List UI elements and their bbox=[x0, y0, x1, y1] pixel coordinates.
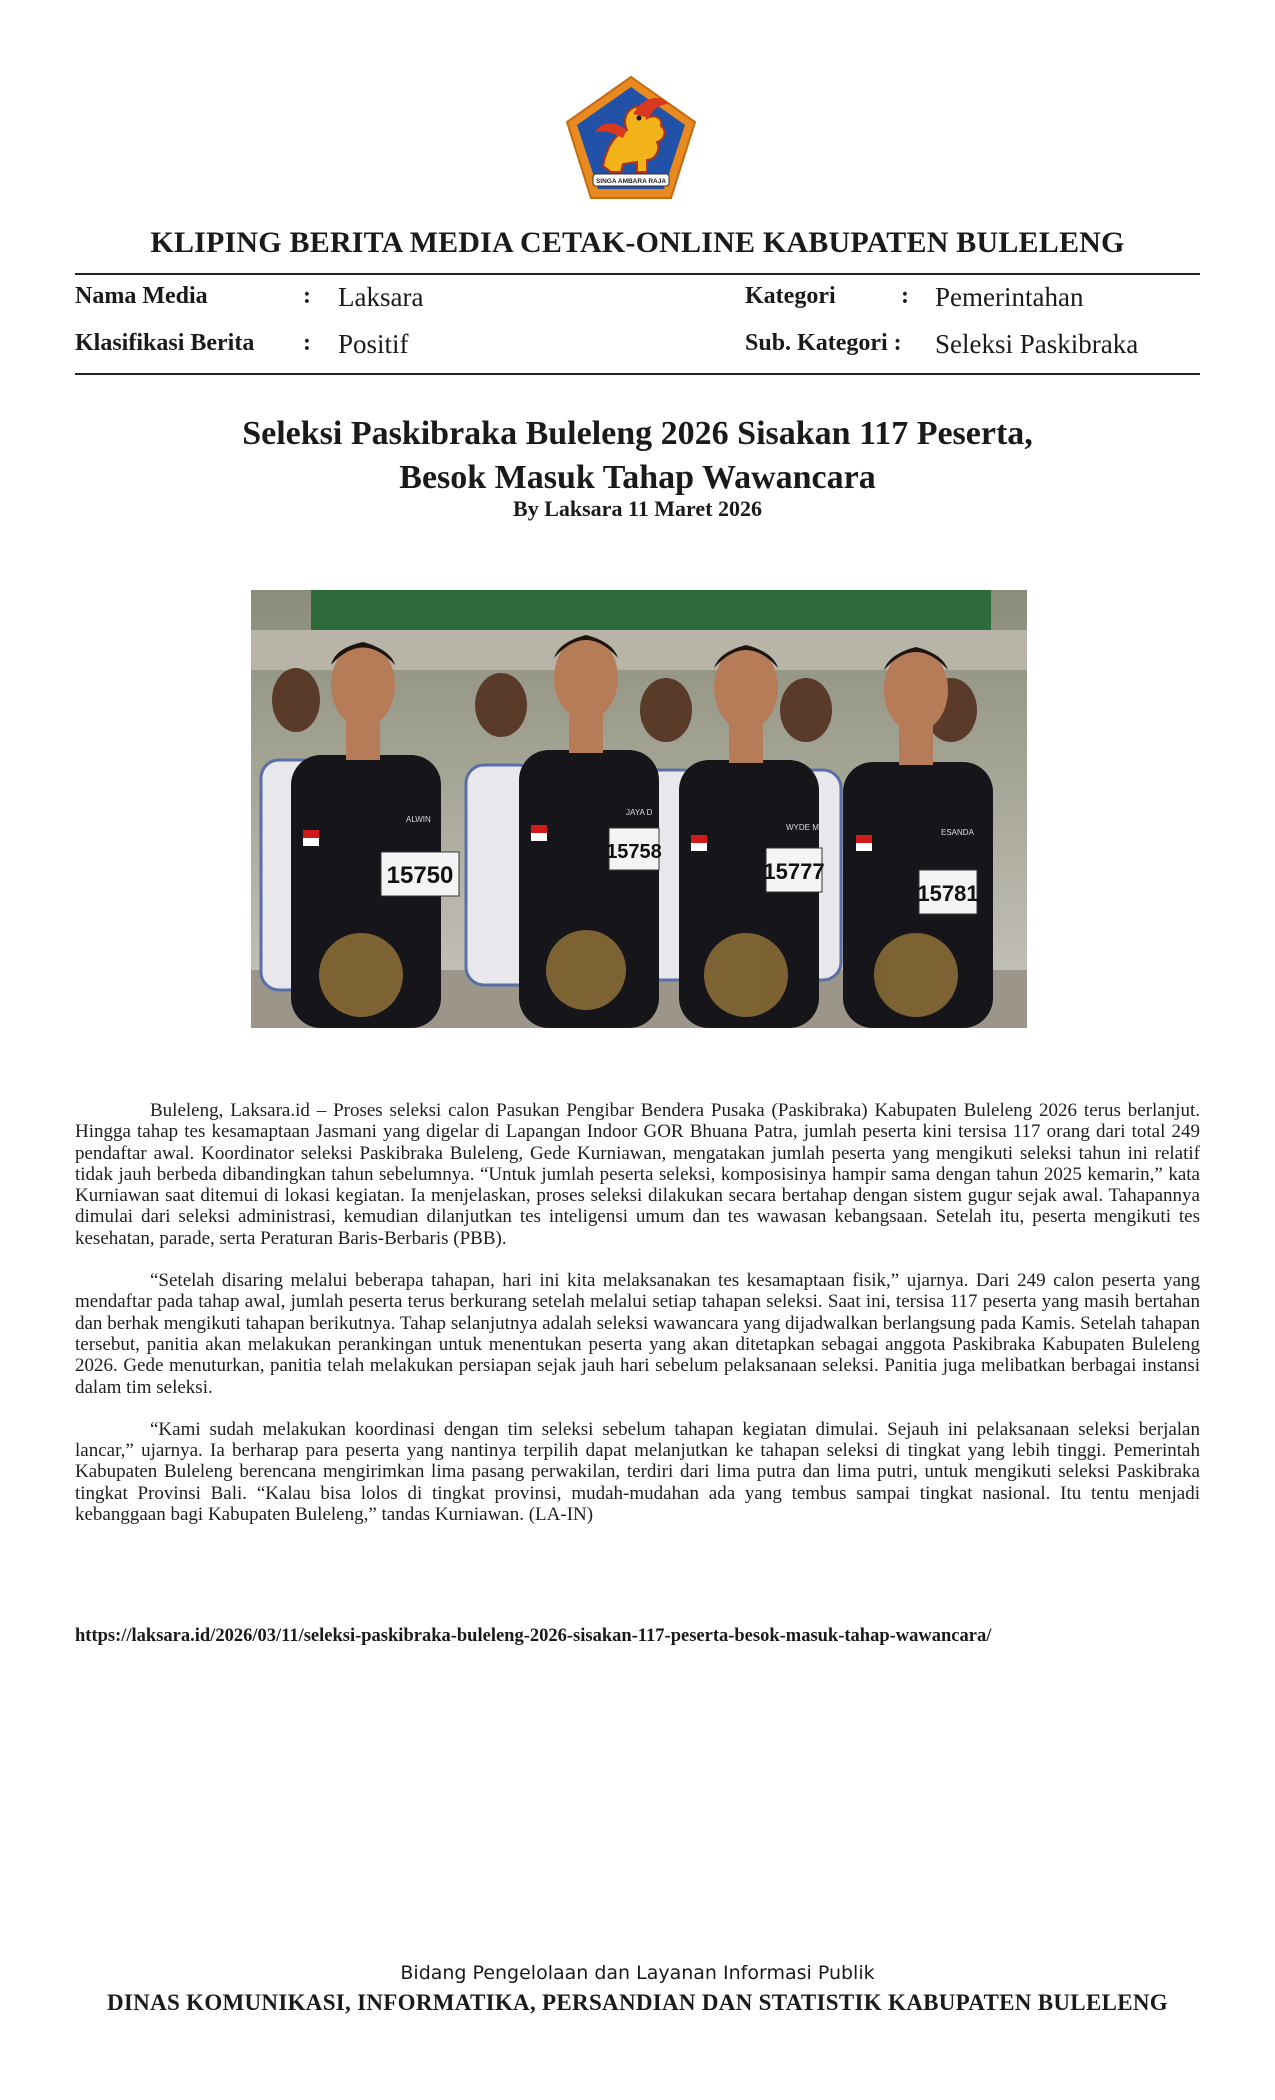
source-link[interactable]: https://laksara.id/2026/03/11/seleksi-paskibraka-buleleng-2026-sisakan-117-peserta-besok-masuk-tahap-wawancara/ bbox=[75, 1626, 992, 1646]
article-photo bbox=[251, 590, 1027, 1028]
bib-number: 15750 bbox=[386, 862, 454, 889]
headline-line-1: Seleksi Paskibraka Buleleng 2026 Sisakan 117 Peserta, bbox=[242, 415, 1033, 452]
media-colon: : bbox=[303, 283, 311, 309]
name-tag: JAYA D bbox=[626, 808, 653, 817]
media-label: Nama Media bbox=[75, 283, 208, 309]
classification-colon: : bbox=[303, 330, 311, 356]
title-divider bbox=[75, 273, 1200, 275]
buleleng-crest-icon bbox=[563, 74, 699, 202]
name-tag: ALWIN bbox=[406, 815, 431, 824]
article-paragraph: “Kami sudah melakukan koordinasi dengan tim seleksi sebelum tahapan kegiatan dimulai. Sejauh ini pelaksanaan seleksi berjalan lancar,” ujarnya. Ia berharap para peserta yang nantinya terpilih dapat melanjutkan ke tahapan seleksi di tingkat yang lebih tinggi. Pemerintah Kabupaten Buleleng berencana mengirimkan lima pasang perwakilan, terdiri dari lima putra dan lima putri, untuk mengikuti seleksi Paskibraka tingkat Provinsi Bali. “Kalau bisa lolos di tingkat provinsi, mudah-mudahan ada yang tembus sampai tingkat nasional. Itu tentu menjadi kebanggaan bagi Kabupaten Buleleng,” tandas Kurniawan. (LA-IN) bbox=[75, 1418, 1200, 1526]
document-title: KLIPING BERITA MEDIA CETAK-ONLINE KABUPATEN BULELENG bbox=[150, 226, 1125, 259]
photo-illustration bbox=[251, 590, 1027, 1028]
crest-graphic bbox=[563, 74, 699, 202]
article-byline: By Laksara 11 Maret 2026 bbox=[513, 496, 762, 521]
category-colon: : bbox=[901, 283, 909, 309]
bib-number: 15777 bbox=[763, 859, 825, 884]
bib-number: 15781 bbox=[917, 881, 979, 906]
category-label: Kategori bbox=[745, 283, 836, 309]
article-body bbox=[75, 1100, 1200, 1546]
name-tag: ESANDA bbox=[941, 828, 974, 837]
crest-motto: SINGA AMBARA RAJA bbox=[595, 178, 667, 185]
article-paragraph: “Setelah disaring melalui beberapa tahapan, hari ini kita melaksanakan tes kesamaptaan fisik,” ujarnya. Dari 249 calon peserta yang mendaftar pada tahap awal, jumlah peserta terus berkurang setelah melalui setiap tahapan seleksi. Saat ini, tersisa 117 peserta yang masih bertahan dan berhak mengikuti tahapan berikutnya. Tahap selanjutnya adalah seleksi wawancara yang dijadwalkan berlangsung pada Kamis. Setelah tahapan tersebut, panitia akan melakukan perankingan untuk menentukan peserta yang akan ditetapkan sebagai anggota Paskibraka Kabupaten Buleleng 2026. Gede menuturkan, panitia telah melakukan persiapan sejak jauh hari sebelum pelaksanaan seleksi. Panitia juga melibatkan berbagai instansi dalam tim seleksi. bbox=[75, 1270, 1200, 1398]
article-headline bbox=[0, 412, 1275, 500]
article-paragraph: Buleleng, Laksara.id – Proses seleksi calon Pasukan Pengibar Bendera Pusaka (Paskibraka) Kabupaten Buleleng 2026 terus berlanjut. Hingga tahap tes kesamaptaan Jasmani yang digelar di Lapangan Indoor GOR Bhuana Patra, jumlah peserta kini tersisa 117 orang dari total 249 pendaftar awal. Koordinator seleksi Paskibraka Buleleng, Gede Kurniawan, mengatakan jumlah peserta yang mengikuti seleksi tahun ini relatif tidak jauh berbeda dibandingkan tahun sebelumnya. “Untuk jumlah peserta seleksi, komposisinya hampir sama dengan tahun 2025 kemarin,” kata Kurniawan saat ditemui di lokasi kegiatan. Ia menjelaskan, proses seleksi dilakukan secara bertahap dengan sistem gugur sejak awal. Tahapannya dimulai dari seleksi administrasi, kemudian dilanjutkan tes inteligensi umum dan tes wawasan kebangsaan. Setelah itu, peserta mengikuti tes kesehatan, parade, serta Peraturan Baris-Berbaris (PBB). bbox=[75, 1100, 1200, 1249]
name-tag: WYDE M bbox=[786, 823, 819, 832]
subcategory-value: Seleksi Paskibraka bbox=[935, 329, 1139, 359]
footer-department: Bidang Pengelolaan dan Layanan Informasi Publik bbox=[400, 1962, 875, 1984]
media-value: Laksara bbox=[338, 282, 424, 312]
classification-label: Klasifikasi Berita bbox=[75, 330, 255, 356]
footer-agency: DINAS KOMUNIKASI, INFORMATIKA, PERSANDIAN DAN STATISTIK KABUPATEN BULELENG bbox=[107, 1990, 1168, 2015]
category-value: Pemerintahan bbox=[935, 282, 1084, 312]
headline-line-2: Besok Masuk Tahap Wawancara bbox=[399, 459, 876, 496]
bib-number: 15758 bbox=[606, 841, 662, 863]
classification-value: Positif bbox=[338, 329, 409, 359]
meta-divider bbox=[75, 373, 1200, 375]
subcategory-label: Sub. Kategori : bbox=[745, 330, 902, 356]
